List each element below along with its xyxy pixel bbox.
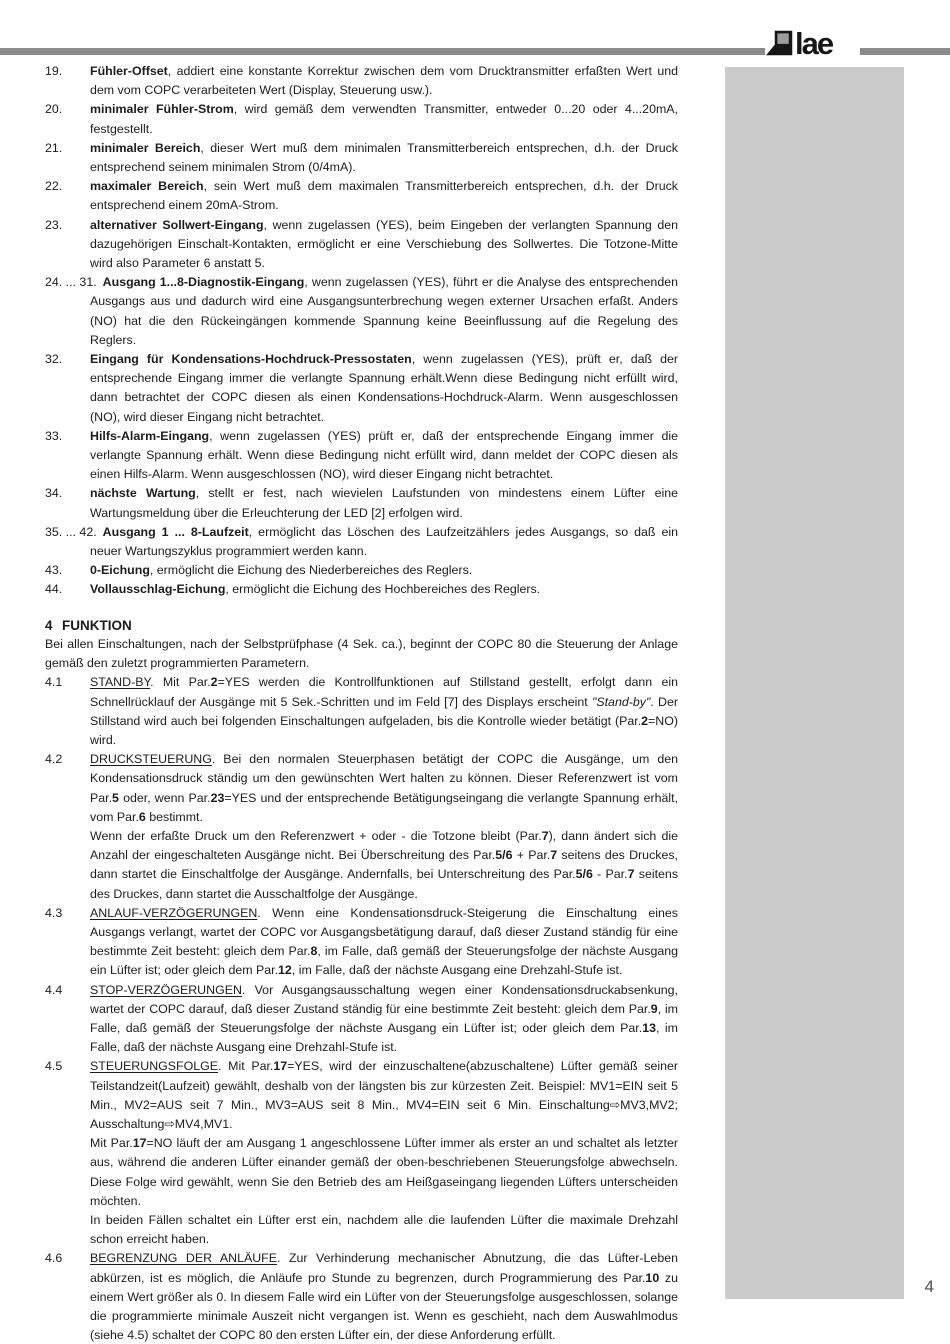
text-run: . Der Stillstand wird auch bei folgenden Einschaltungen aufgeladen, bis die Kontrolle wieder betätigt (Par. bbox=[90, 694, 678, 728]
function-item bbox=[45, 1057, 678, 1249]
text-run: =YES und der entsprechende Betätigungseingang die verlangte Spannung erhält, vom Par. bbox=[90, 790, 679, 824]
text-run: . Mit Par. bbox=[150, 675, 211, 690]
text-run: 7 bbox=[550, 848, 558, 863]
list-item bbox=[45, 350, 678, 427]
text-run: , im Falle, daß gemäß der Steuerungsfolge der nächste Ausgang ein Lüfter ist; oder gleich dem Par. bbox=[90, 1001, 678, 1035]
text-run: minimaler Bereich bbox=[90, 140, 201, 155]
function-item-paragraph bbox=[90, 827, 678, 904]
list-item bbox=[45, 561, 678, 580]
lae-logo-text: lae bbox=[795, 26, 833, 61]
list-item bbox=[45, 216, 678, 274]
text-run: =NO läuft der am Ausgang 1 angeschlossene Lüfter immer als erster an und schaltet als letzter aus, während die anderen Lüfter einander gemäß der oben-beschriebenen Steuerungsfolge abwechseln. Diese Folge wird gewählt, wenn Sie den Betrieb des am Heißgaseingang liegenden Lüfters unterscheiden möchten. bbox=[90, 1136, 678, 1208]
text-run: In beiden Fällen schaltet ein Lüfter erst ein, nachdem alle die laufenden Lüfter die maximale Drehzahl schon erreicht haben. bbox=[90, 1212, 678, 1247]
function-list bbox=[45, 673, 678, 1344]
text-run: 9 bbox=[650, 1001, 658, 1016]
text-run: . Bei den normalen Steuerphasen betätigt der COPC die Ausgänge, um den Kondensationsdruck ständig um den gewünschten Wert halten zu können. Dieser Referenzwert ist vom Par. bbox=[90, 752, 678, 805]
text-run: BEGRENZUNG DER ANLÄUFE bbox=[90, 1251, 278, 1266]
list-item bbox=[45, 273, 678, 350]
text-run: 2 bbox=[210, 675, 218, 690]
lae-logo-icon bbox=[766, 28, 795, 58]
text-run: . Vor Ausgangsausschaltung wegen einer Kondensationsdruckabsenkung, wartet der COPC darauf, daß dieser Zustand ständig für eine bestimmte Zeit besteht: gleich dem Par. bbox=[90, 982, 678, 1016]
text-run: 13 bbox=[642, 1020, 656, 1035]
text-run: , wenn zugelassen (YES) prüft er, daß der entsprechende Eingang immer die verlangte Spannung erhält. Wenn diese Bedingung nicht erfüllt wird, dann meldet der COPC diesen als einen Hilfs-Alarm. Wenn ausgeschlossen (NO), wird dieser Eingang nicht betrachtet. bbox=[90, 428, 678, 482]
text-run: 7 bbox=[627, 867, 635, 882]
list-item bbox=[45, 177, 678, 215]
list-item-number: 23. bbox=[45, 217, 63, 232]
text-run: alternativer Sollwert-Eingang bbox=[90, 217, 264, 232]
text-run: + Par. bbox=[512, 848, 551, 863]
text-run: STEUERUNGSFOLGE bbox=[90, 1059, 219, 1074]
text-run: , im Falle, daß gemäß der Steuerungsfolge der nächste Ausgang ein Lüfter ist; oder gleich dem Par. bbox=[90, 944, 679, 978]
header-rule-right bbox=[860, 48, 950, 55]
text-run: zu einem Wert größer als 0. In diesem Falle wird ein Lüfter von der Steuerungsfolge ausgeschlossen, solange die programmierte minimale Auszeit nicht vergangen ist. Wenn es geschieht, nach dem Auswahlmodus (siehe 4.5) schaltet der COPC 80 den ersten Lüfter ein, der diese Anforderung erfüllt. bbox=[90, 1270, 678, 1343]
list-item-number: 32. bbox=[45, 352, 63, 367]
text-run: 10 bbox=[645, 1270, 660, 1285]
text-run: , wird gemäß dem verwendten Transmitter, entweder 0...20 oder 4...20mA, festgestellt. bbox=[90, 102, 678, 136]
text-run: , ermöglicht das Löschen des Laufzeitzählers jedes Ausgangs, so daß ein neuer Wartungszyklus programmiert werden kann. bbox=[90, 524, 678, 559]
section-heading-label: FUNKTION bbox=[62, 617, 132, 633]
list-item bbox=[45, 100, 678, 138]
text-run: 5 bbox=[112, 790, 119, 805]
list-item-number: 43. bbox=[45, 563, 63, 578]
list-item-number: 4.4 bbox=[45, 982, 63, 997]
function-item bbox=[45, 673, 678, 750]
text-run: Ausgang 1 ... 8-Laufzeit bbox=[102, 524, 249, 539]
text-run: 5/6 bbox=[575, 867, 593, 882]
lae-logo bbox=[766, 24, 856, 61]
text-run: , wenn zugelassen (YES), beim Eingeben der verlangten Spannung den dazugehörigen Einschalt-Kontakten, ermöglicht er eine Verschiebung des Sollwertes. Die Totzone-Mitte wird also Parameter 6 anstatt 5. bbox=[90, 217, 678, 271]
text-run: , ermöglicht die Eichung des Hochbereiches des Reglers. bbox=[225, 582, 541, 597]
text-run: "Stand-by" bbox=[591, 694, 651, 709]
list-item-number: 20. bbox=[45, 102, 63, 117]
text-run: bestimmt. bbox=[145, 809, 203, 824]
list-item bbox=[45, 580, 678, 599]
text-run: 5/6 bbox=[495, 848, 513, 863]
page-number: 4 bbox=[924, 1277, 934, 1296]
function-item bbox=[45, 981, 678, 1058]
text-run: minimaler Fühler-Strom bbox=[90, 102, 234, 117]
text-run: nächste Wartung bbox=[90, 486, 196, 501]
section-heading-number: 4 bbox=[45, 617, 53, 633]
text-run: maximaler Bereich bbox=[90, 179, 204, 194]
text-run: Wenn der erfaßte Druck um den Referenzwert + oder - die Totzone bleibt (Par. bbox=[90, 828, 542, 843]
function-item-paragraph bbox=[90, 1134, 678, 1211]
parameter-list bbox=[45, 62, 678, 600]
list-item-number: 35. ... 42. bbox=[45, 524, 97, 539]
main-text-column bbox=[45, 62, 678, 1344]
text-run: 12 bbox=[278, 963, 292, 978]
text-run: - Par. bbox=[592, 867, 628, 882]
section-heading bbox=[45, 616, 678, 635]
text-run: STAND-BY bbox=[90, 675, 151, 690]
text-run: =YES werden die Kontrollfunktionen auf Stillstand gestellt, erfolgt dann ein Schnellrücklauf der Ausgänge mit 5 Sek.-Schritten und im Feld [7] des Displays erscheint bbox=[90, 675, 678, 709]
text-run: , wenn zugelassen (YES), prüft er, daß der entsprechende Eingang immer die verlangte Spannung erhält.Wenn diese Bedingung nicht erfüllt wird, dann betrachtet der COPC diesen als einen Kondensations-Hochdruck-Alarm. Wenn ausgeschlossen (NO), wird dieser Eingang nicht betrachtet. bbox=[90, 352, 678, 424]
function-item bbox=[45, 750, 678, 904]
text-run: 17 bbox=[132, 1136, 147, 1151]
sidebar-panel bbox=[725, 67, 904, 1299]
text-run: , addiert eine konstante Korrektur zwischen dem vom Drucktransmitter erfaßten Wert und dem vom COPC verarbeiteten Wert (Display, Steuerung usw.). bbox=[90, 64, 678, 98]
text-run: =NO) wird. bbox=[90, 713, 678, 747]
text-run: , im Falle, daß der nächste Ausgang eine Drehzahl-Stufe ist. bbox=[90, 1020, 678, 1055]
text-run: . Mit Par. bbox=[218, 1059, 274, 1074]
list-item bbox=[45, 62, 678, 100]
list-item-number: 21. bbox=[45, 140, 63, 155]
list-item-number: 4.2 bbox=[45, 752, 63, 767]
text-run: 0-Eichung bbox=[90, 563, 150, 578]
function-item-paragraph bbox=[90, 1211, 678, 1249]
text-run: =YES, wird der einzuschaltene(abzuschaltene) Lüfter gemäß seiner Teilstandzeit(Laufzeit) gewählt, deshalb von der längsten bis zur kürzesten Zeit. Beispiel: MV1=EIN seit 5 Min., MV2=AUS seit 7 Min., MV3=AUS seit 8 Min., MV4=EIN seit 6 Min. Einschaltung⇨MV3,MV2; Ausschaltung⇨MV4,MV1. bbox=[90, 1059, 678, 1131]
list-item-number: 34. bbox=[45, 486, 63, 501]
text-run: seitens des Druckes, dann startet die Einschaltfolge der Ausgänge. Andernfalls, bei Unterschreitung des Par. bbox=[90, 848, 678, 882]
list-item-number: 4.3 bbox=[45, 905, 63, 920]
text-run: Eingang für Kondensations-Hochdruck-Pressostaten bbox=[90, 352, 412, 367]
text-run: Vollausschlag-Eichung bbox=[90, 582, 226, 597]
text-run: DRUCKSTEUERUNG bbox=[90, 752, 212, 767]
function-item bbox=[45, 1249, 678, 1344]
text-run: ANLAUF-VERZÖGERUNGEN bbox=[90, 905, 258, 920]
text-run: STOP-VERZÖGERUNGEN bbox=[90, 982, 242, 997]
text-run: , dieser Wert muß dem minimalen Transmitterbereich entsprechen, d.h. der Druck entsprechend seinem minimalen Strom (0/4mA). bbox=[90, 140, 678, 175]
text-run: Mit Par. bbox=[90, 1136, 133, 1151]
text-run: ), dann ändert sich die Anzahl der eingeschalteten Ausgänge nicht. Bei Überschreitung des Par. bbox=[90, 828, 678, 863]
list-item-number: 4.6 bbox=[45, 1251, 63, 1266]
header-rule-left bbox=[0, 48, 765, 55]
list-item bbox=[45, 139, 678, 177]
text-run: , wenn zugelassen (YES), führt er die Analyse des entsprechenden Ausgangs aus und dadurch wird eine Ausgangsunterbrechung wegen externer Ursachen erfaßt. Anders (NO) hat die den Rückeingängen kommende Spannung keine Beeinflussung auf die Regelung des Reglers. bbox=[90, 275, 678, 347]
text-run: Ausgang 1...8-Diagnostik-Eingang bbox=[102, 275, 305, 290]
text-run: , sein Wert muß dem maximalen Transmitterbereich entsprechen, d.h. der Druck entsprechend einem 20mA-Strom. bbox=[90, 179, 678, 213]
text-run: , stellt er fest, nach wievielen Laufstunden von mindestens einem Lüfter eine Wartungsmeldung über die Erleuchterung der LED [2] erfolgen wird. bbox=[90, 486, 678, 520]
list-item bbox=[45, 427, 678, 485]
text-run: seitens des Druckes, dann startet die Ausschaltfolge der Ausgänge. bbox=[90, 867, 679, 901]
list-item bbox=[45, 484, 678, 522]
text-run: . Wenn eine Kondensationsdruck-Steigerung die Einschaltung eines Ausgangs verlangt, wartet der COPC vor Ausgangsbetätigung darauf, daß dieser Zustand ständig für eine bestimmte Zeit besteht: gleich dem Par. bbox=[90, 905, 678, 959]
text-run: , im Falle, daß der nächste Ausgang eine Drehzahl-Stufe ist. bbox=[291, 963, 623, 978]
text-run: 2 bbox=[641, 713, 649, 728]
section-intro: Bei allen Einschaltungen, nach der Selbstprüfphase (4 Sek. ca.), beginnt der COPC 80 die Steuerung der Anlage gemäß den zuletzt programmierten Parametern. bbox=[45, 636, 678, 671]
text-run: 23 bbox=[210, 790, 225, 805]
text-run: , ermöglicht die Eichung des Niederbereiches des Reglers. bbox=[149, 563, 473, 578]
list-item bbox=[45, 523, 678, 561]
list-item-number: 44. bbox=[45, 582, 63, 597]
text-run: oder, wenn Par. bbox=[118, 790, 211, 805]
function-item bbox=[45, 904, 678, 981]
list-item-number: 24. ... 31. bbox=[45, 275, 97, 290]
text-run: Fühler-Offset bbox=[90, 64, 168, 78]
list-item-number: 4.5 bbox=[45, 1059, 63, 1074]
text-run: 8 bbox=[310, 944, 318, 959]
list-item-number: 4.1 bbox=[45, 675, 63, 690]
list-item-number: 33. bbox=[45, 428, 63, 443]
text-run: 6 bbox=[138, 809, 146, 824]
text-run: . Zur Verhinderung mechanischer Abnutzung, die das Lüfter-Leben abkürzen, ist es möglich, die Anläufe pro Stunde zu begrenzen, durch Programmierung des Par. bbox=[90, 1251, 678, 1285]
text-run: Hilfs-Alarm-Eingang bbox=[90, 428, 210, 443]
text-run: 17 bbox=[273, 1059, 288, 1074]
list-item-number: 19. bbox=[45, 64, 63, 78]
text-run: 7 bbox=[541, 828, 549, 843]
list-item-number: 22. bbox=[45, 179, 63, 194]
